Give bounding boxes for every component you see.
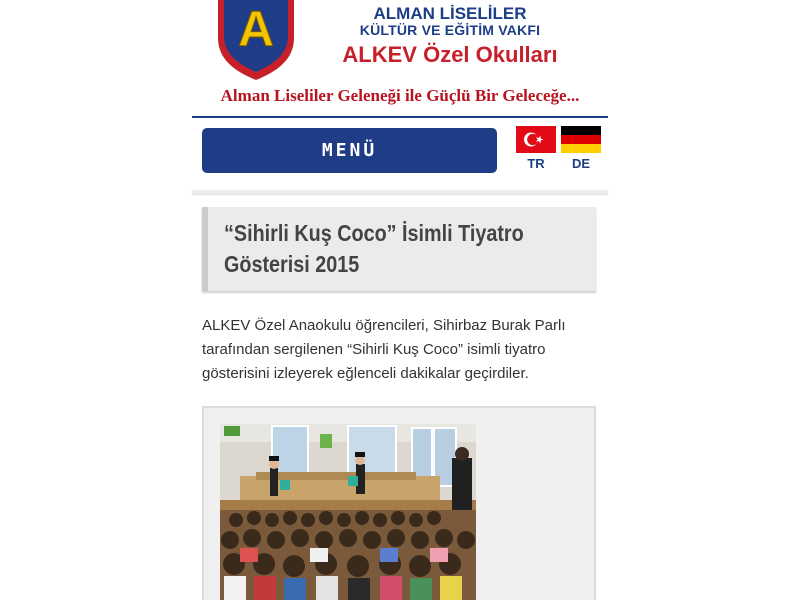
theatre-photo-image (220, 424, 476, 600)
nav-divider (192, 190, 608, 194)
header-divider (192, 116, 608, 118)
photo-gallery (202, 406, 596, 600)
language-switch-tr[interactable] (515, 126, 557, 171)
gallery-photo[interactable] (220, 424, 476, 600)
content-column (192, 0, 608, 600)
article-body: ALKEV Özel Anaokulu öğrencileri, Sihirbaz Burak Parlı tarafından sergilenen “Sihirli Kuş Coco” isimli tiyatro gösterisini izleyerek eğlenceli dakikalar geçirdiler. (202, 317, 566, 382)
school-name: ALKEV Özel Okulları (342, 42, 558, 67)
foundation-name-line1: ALMAN LİSELİLER (373, 4, 527, 23)
language-label-de: DE (571, 156, 591, 171)
germany-flag-icon (561, 126, 601, 153)
language-label-tr: TR (527, 156, 545, 171)
school-logo[interactable] (214, 0, 298, 80)
article-title: “Sihirli Kuş Coco” İsimli Tiyatro Gösterisi 2015 (224, 220, 524, 277)
language-switch-de[interactable] (560, 126, 602, 171)
foundation-name-line2: KÜLTÜR VE EĞİTİM VAKFI (359, 22, 541, 38)
turkey-flag-icon (516, 126, 556, 153)
article-title-box (202, 207, 596, 291)
menu-button[interactable]: MENÜ (202, 128, 497, 173)
logo-letter: A (237, 1, 275, 57)
site-slogan: Alman Liseliler Geleneği ile Güçlü Bir Geleceğe... (220, 86, 580, 105)
site-header (192, 0, 608, 116)
